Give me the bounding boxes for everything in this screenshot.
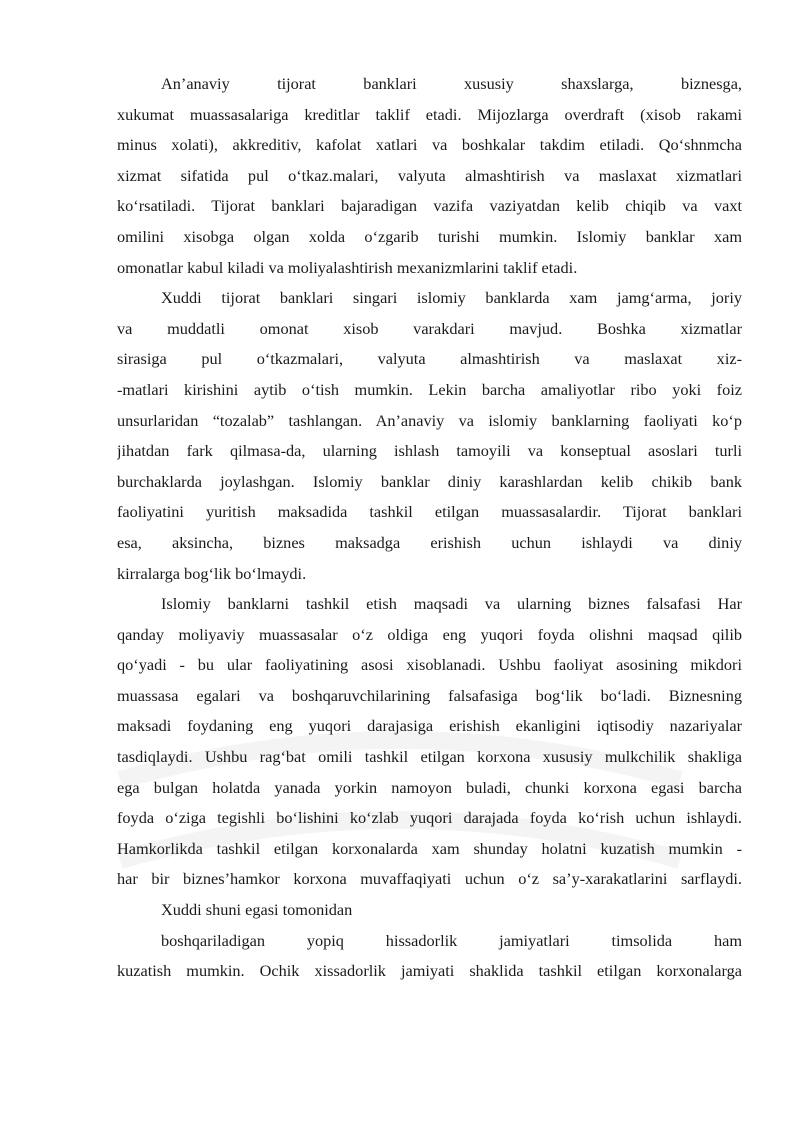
text-line: kuzatish mumkin. Ochik xissadorlik jamiyati shaklida tashkil etilgan korxonalarga — [117, 961, 742, 981]
text-line: burchaklarda joylashgan. Islomiy banklar diniy karashlardan kelib chikib bank — [117, 471, 742, 491]
text-line: Hamkorlikda tashkil etilgan korxonalarda xam shunday holatni kuzatish mumkin - — [117, 838, 742, 858]
text-line: faoliyatini yuritish maksadida tashkil etilgan muassasalardir. Tijorat banklari — [117, 502, 742, 522]
text-line: kirralarga bog‘lik bo‘lmaydi. — [117, 563, 307, 583]
text-line: xukumat muassasalariga kreditlar taklif etadi. Mijozlarga overdraft (xisob rakami — [117, 104, 742, 124]
text-line: maksadi foydaning eng yuqori darajasiga erishish ekanligini iqtisodiy nazariyalar — [117, 716, 742, 736]
text-line: An’anaviy tijorat banklari xususiy shaxslarga, biznesga, — [161, 74, 742, 93]
text-line: qo‘yadi - bu ular faoliyatining asosi xisoblanadi. Ushbu faoliyat asosining mikdori — [117, 655, 742, 675]
text-line: muassasa egalari va boshqaruvchilarining falsafasiga bog‘lik bo‘ladi. Biznesning — [117, 685, 742, 705]
text-line: foyda o‘ziga tegishli bo‘lishini ko‘zlab yuqori darajada foyda ko‘rish uchun ishlaydi. — [117, 808, 742, 828]
text-line: omonatlar kabul kiladi va moliyalashtirish mexanizmlarini taklif etadi. — [117, 257, 578, 277]
text-line: xizmat sifatida pul o‘tkaz.malari, valyuta almashtirish va maslaxat xizmatlari — [117, 165, 742, 185]
text-line: omilini xisobga olgan xolda o‘zgarib turishi mumkin. Islomiy banklar xam — [117, 226, 742, 246]
text-line: Islomiy banklarni tashkil etish maqsadi va ularning biznes falsafasi Har — [161, 594, 742, 614]
text-line: ega bulgan holatda yanada yorkin namoyon buladi, chunki korxona egasi barcha — [117, 777, 742, 797]
text-line: ko‘rsatiladi. Tijorat banklari bajaradigan vazifa vaziyatdan kelib chiqib va vaxt — [117, 196, 742, 216]
text-line: Xuddi shuni egasi tomonidan — [161, 900, 353, 920]
text-line: unsurlaridan “tozalab” tashlangan. An’anaviy va islomiy banklarning faoliyati ko‘p — [117, 410, 742, 430]
text-line: Xuddi tijorat banklari singari islomiy banklarda xam jamg‘arma, joriy — [161, 288, 742, 308]
text-line: sirasiga pul o‘tkazmalari, valyuta almashtirish va maslaxat xiz- — [117, 349, 742, 369]
text-line: tasdiqlaydi. Ushbu rag‘bat omili tashkil etilgan korxona xususiy mulkchilik shakliga — [117, 747, 742, 767]
document-body — [117, 69, 742, 987]
text-line: va muddatli omonat xisob varakdari mavjud. Boshka xizmatlar — [117, 318, 742, 338]
text-line: esa, aksincha, biznes maksadga erishish uchun ishlaydi va diniy — [117, 532, 742, 552]
text-line: boshqariladigan yopiq hissadorlik jamiyatlari timsolida ham — [161, 930, 742, 950]
text-line: -matlari kirishini aytib o‘tish mumkin. Lekin barcha amaliyotlar ribo yoki foiz — [117, 379, 742, 399]
text-line: minus xolati), akkreditiv, kafolat xatlari va boshkalar takdim etiladi. Qo‘shnmcha — [117, 135, 742, 155]
text-line: qanday moliyaviy muassasalar o‘z oldiga eng yuqori foyda olishni maqsad qilib — [117, 624, 742, 644]
text-line: jihatdan fark qilmasa-da, ularning ishlash tamoyili va konseptual asoslari turli — [117, 441, 742, 461]
text-line: har bir biznes’hamkor korxona muvaffaqiyati uchun o‘z sa’y-xarakatlarini sarflaydi. — [117, 869, 742, 889]
